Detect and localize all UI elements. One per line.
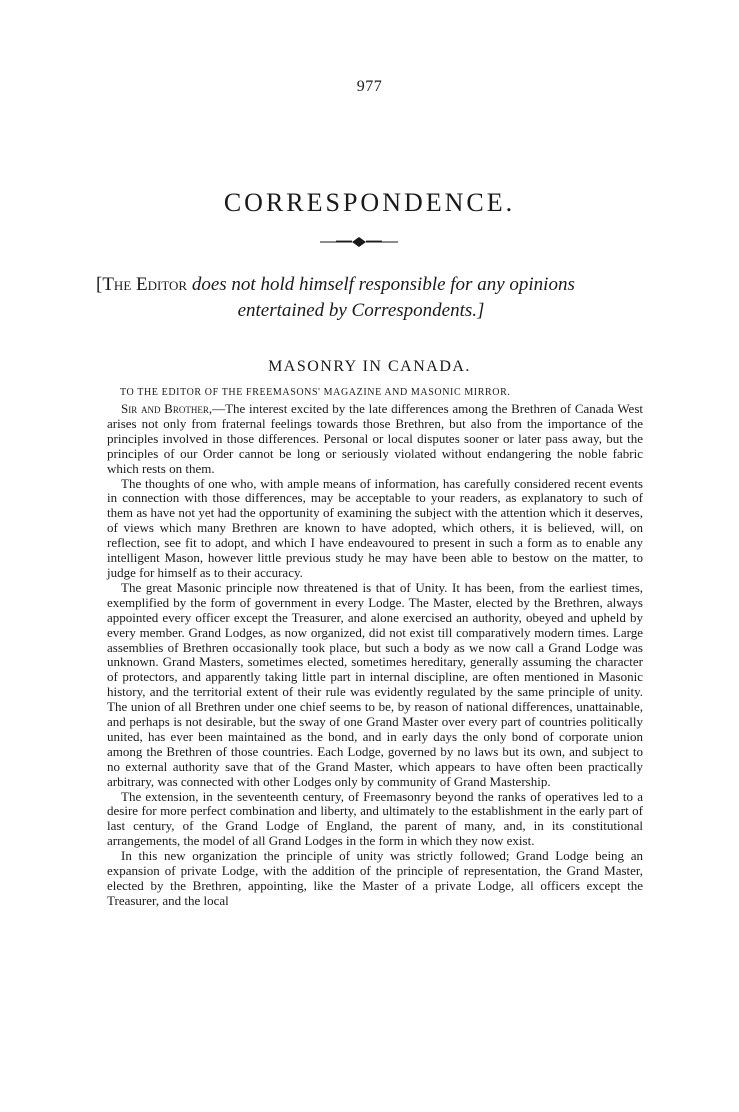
letter-body: [107, 402, 643, 909]
letter-addressee: TO THE EDITOR OF THE FREEMASONS' MAGAZINE AND MASONIC MIRROR.: [120, 387, 511, 398]
disclaimer-open-bracket: [: [96, 274, 103, 295]
disclaimer-close-bracket: ]: [477, 300, 485, 321]
editor-disclaimer: [96, 272, 656, 324]
disclaimer-line-2: entertained by Correspondents.: [237, 300, 477, 321]
diamond-rule-ornament-icon: [318, 236, 400, 248]
paragraph-4: The extension, in the seventeenth century, of Freemasonry beyond the ranks of operatives led to a desire for more perfect combination and liberty, and ultimately to the establishment in the early part of last century, of the Grand Lodge of England, the parent of many, and, in its constitutional arrangements, the model of all Grand Lodges in the form in which they now exist.: [107, 788, 643, 849]
section-title: CORRESPONDENCE.: [223, 188, 516, 217]
paragraph-1: [107, 402, 643, 477]
letter-salutation: Sir and Brother,: [121, 401, 213, 416]
disclaimer-editor: The Editor: [102, 274, 188, 295]
paragraph-2: The thoughts of one who, with ample means of information, has carefully considered recent events in connection with those differences, may be acceptable to your readers, as explanatory to such of them as have not yet had the opportunity of examining the subject with the attention which it deserves, of views which many Brethren are known to have adopted, which others, it is believed, will, on reflection, see fit to adopt, and which I have endeavoured to present in such a form as to enable any intelligent Mason, however little previous study he may have been able to bestow on the matter, to judge for himself as to their accuracy.: [107, 475, 643, 580]
paragraph-1-text: —The interest excited by the late differences among the Brethren of Canada West arises not only from fraternal feelings towards those Brethren, but also from the importance of the principles involved in those differences. Personal or local disputes sooner or later pass away, but the principles of our Order cannot be long or seriously violated without endangering the noble fabric which rests on them.: [107, 401, 643, 476]
disclaimer-line-2-wrap: [96, 298, 656, 324]
paragraph-3: The great Masonic principle now threatened is that of Unity. It has been, from the earliest times, exemplified by the form of government in every Lodge. The Master, elected by the Brethren, always appointed every officer except the Treasurer, and alone exercised an authority, obeyed and upheld by every member. Grand Lodges, as now organized, did not exist till comparatively modern times. Large assemblies of Brethren occasionally took place, but such a body as we now call a Grand Lodge was unknown. Grand Masters, sometimes elected, sometimes hereditary, generally assuming the character of protectors, and apparently taking little part in internal discipline, are often mentioned in Masonic history, and the territorial extent of their rule was evidently regulated by the same principle of unity. The union of all Brethren under one chief seems to be, by reason of national differences, unattainable, and perhaps is not desirable, but the sway of one Grand Master over every part of countries politically united, has ever been maintained as the bond, and in early days the only bond of corporate union among the Brethren of those countries. Each Lodge, governed by no laws but its own, and subject to no external authority save that of the Grand Master, which appears to have often been practically arbitrary, was connected with other Lodges only by community of Grand Mastership.: [107, 579, 643, 789]
paragraph-5: In this new organization the principle of unity was strictly followed; Grand Lodge being an expansion of private Lodge, with the addition of the principle of representation, the Grand Master, elected by the Brethren, appointing, like the Master of a private Lodge, all officers except the Treasurer, and the local: [107, 848, 643, 908]
page-number: 977: [356, 78, 383, 95]
disclaimer-line-1: does not hold himself responsible for any opinions: [187, 274, 575, 295]
article-title: MASONRY IN CANADA.: [268, 358, 471, 375]
